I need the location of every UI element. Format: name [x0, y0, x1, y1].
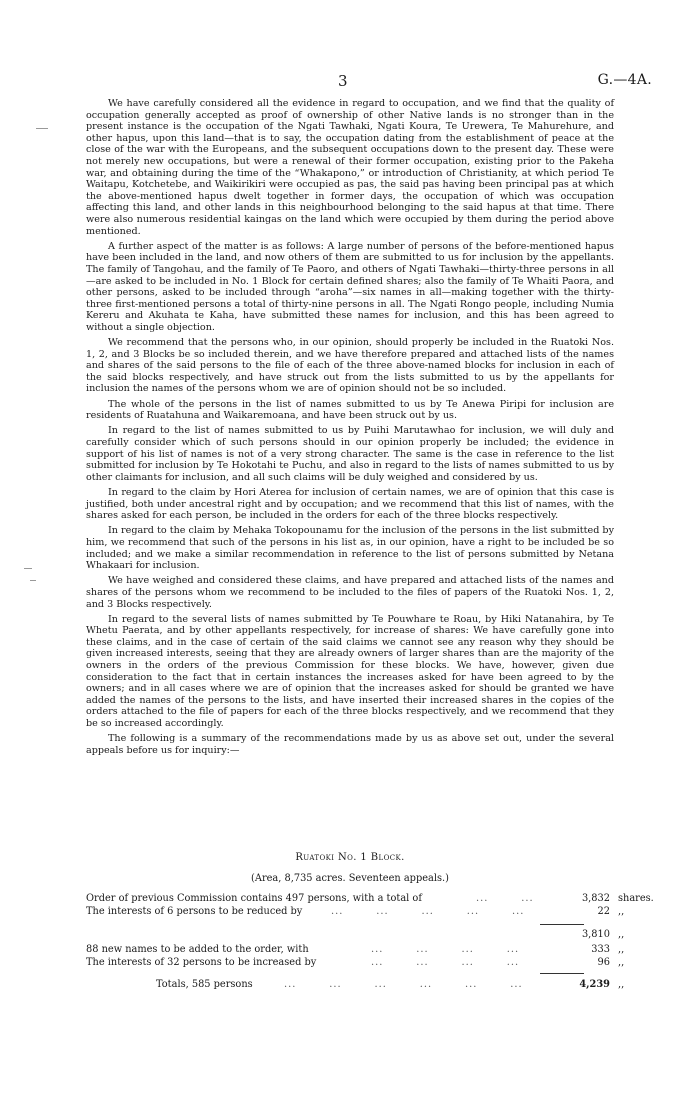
- row-label: Order of previous Commission contains 497 persons, with a total of: [86, 893, 422, 904]
- margin-mark: [30, 580, 36, 581]
- row-unit: ,,: [618, 906, 625, 917]
- row-unit: ,,: [618, 979, 625, 990]
- margin-mark: [24, 568, 32, 569]
- summary-row: [86, 944, 646, 958]
- row-label: 88 new names to be added to the order, with: [86, 944, 309, 955]
- leader-dots: ... ... ... ...: [371, 944, 520, 955]
- summary-row: [86, 957, 646, 971]
- row-value: 3,832: [581, 893, 610, 904]
- leader-dots: ... ... ... ... ... ...: [284, 979, 523, 990]
- paragraph: We have carefully considered all the evidence in regard to occupation, and we find that the quality of occupation generally accepted as proof of ownership of other Native lands is no stronger than in the present instance is the occupation of the Ngati Tawhaki, Ngati Koura, Te Urewera, Te Mahurehure, and other hapus, upon this land—that is to say, the occupation dating from the establishment of peace at the close of the war with the Europeans, and the subsequent occupations down to the present day. These were not merely new occupations, but were a renewal of their former occupation, existing prior to the Pakeha war, and obtaining during the time of the “Whakapono,” or introduction of Christianity, at which period Te Waitapu, Kotchetebe, and Waikirikiri were occupied as pas, the said pas having been principal pas at which the above-mentioned hapus dwelt together in former days, the occupation of which was occupation affecting this land, and other lands in this neighbourhood belonging to the said hapus at that time. There were also numerous residential kaingas on the land which were occupied by them during the period above mentioned.: [86, 98, 614, 237]
- leader-dots: ... ... ... ...: [371, 957, 520, 968]
- row-value: 4,239: [579, 979, 610, 990]
- paragraph: A further aspect of the matter is as follows: A large number of persons of the before-mentioned hapus have been included in the land, and now others of them are submitted to us for inclusion by the appellants. The family of Tangohau, and the family of Te Paoro, and others of Ngati Tawhaki—thirty-three persons in all—are asked to be included in No. 1 Block for certain defined shares; also the family of Te Whaiti Paora, and other persons, asked to be included through “aroha”—six names in all—making together with the thirty-three first-mentioned persons a total of thirty-nine persons in all. The Ngati Rongo people, including Numia Kereru and Akuhata te Kaha, have submitted these names for inclusion, and this has been agreed to without a single objection.: [86, 240, 614, 333]
- paragraph: The whole of the persons in the list of names submitted to us by Te Anewa Piripi for inclusion are residents of Ruatahuna and Waikaremoana, and have been struck out by us.: [86, 398, 614, 422]
- body-text: [86, 98, 614, 760]
- sum-rule: [540, 973, 584, 974]
- summary-row: [86, 893, 654, 907]
- paragraph: In regard to the claim by Mehaka Tokopounamu for the inclusion of the persons in the list submitted by him, we recommend that such of the persons in his list as, in our opinion, have a right to be included be so included; and we make a similar recommendation in reference to the list of persons submitted by Netana Whakaari for inclusion.: [86, 525, 614, 572]
- row-value: 96: [597, 957, 610, 968]
- summary-row: [86, 906, 646, 920]
- row-value: 3,810: [581, 929, 610, 940]
- row-label: The interests of 6 persons to be reduced by: [86, 906, 303, 917]
- row-unit: shares.: [618, 893, 654, 904]
- section-title: Ruatoki No. 1 Block.: [295, 852, 405, 863]
- summary-row-total: [86, 979, 646, 993]
- paragraph: We recommend that the persons who, in our opinion, should properly be included in the Ruatoki Nos. 1, 2, and 3 Blocks be so included therein, and we have therefore prepared and attached lists of the names and shares of the said persons to the file of each of the three above-named blocks for inclusion in each of the said blocks respectively, and have struck out from the lists submitted to us by the appellants for inclusion the names of the persons whom we are of opinion should not be so included.: [86, 337, 614, 395]
- paragraph: The following is a summary of the recommendations made by us as above set out, under the several appeals before us for inquiry:—: [86, 733, 614, 756]
- paragraph: We have weighed and considered these claims, and have prepared and attached lists of the names and shares of the persons whom we recommend to be included to the files of papers of the Ruatoki Nos. 1, 2, and 3 Blocks respectively.: [86, 575, 614, 610]
- row-value: 333: [591, 944, 610, 955]
- section-subtitle: (Area, 8,735 acres. Seventeen appeals.): [251, 873, 449, 884]
- paragraph: In regard to the list of names submitted to us by Puihi Marutawhao for inclusion, we will duly and carefully consider which of such persons should in our opinion properly be included; the evidence in support of his list of names is not of a very strong character. The same is the case in reference to the list submitted for inclusion by Te Hokotahi te Puchu, and also in regard to the lists of names submitted to us by other claimants for inclusion, and all such claims will be duly weighed and considered by us.: [86, 425, 614, 483]
- row-unit: ,,: [618, 944, 625, 955]
- row-label: The interests of 32 persons to be increased by: [86, 957, 317, 968]
- page-number: 3: [338, 72, 348, 90]
- document-reference: G.—4A.: [597, 72, 652, 88]
- margin-mark: [36, 128, 48, 129]
- row-unit: ,,: [618, 957, 625, 968]
- paragraph: In regard to the claim by Hori Aterea for inclusion of certain names, we are of opinion that this case is justified, both under ancestral right and by occupation; and we recommend that this list of names, with the shares asked for each person, be included in the orders for each of the three blocks respectively.: [86, 486, 614, 522]
- paragraph: In regard to the several lists of names submitted by Te Pouwhare te Roau, by Hiki Natanahira, by Te Whetu Paerata, and by other appellants respectively, for increase of shares: We have carefully gone into these claims, and in the case of certain of the said claims we cannot see any reason why they should be given increased interests, seeing that they are already owners of larger shares than are the majority of the owners in the orders of the previous Commission for these blocks. We have, however, given due consideration to the fact that in certain instances the increases asked for have been agreed to by the owners; and in all cases where we are of opinion that the increases asked for should be granted we have added the names of the persons to the lists, and have inserted their increased shares in the copies of the orders attached to the file of papers for each of the three blocks respectively, and we recommend that they be so increased accordingly.: [86, 613, 614, 730]
- row-label: Totals, 585 persons: [156, 979, 253, 990]
- row-unit: ,,: [618, 929, 625, 940]
- leader-dots: ... ... ... ... ...: [331, 906, 525, 917]
- row-value: 22: [597, 906, 610, 917]
- page-header: [0, 72, 700, 92]
- leader-dots: ... ...: [476, 893, 534, 904]
- summary-row: [86, 929, 646, 943]
- sum-rule: [540, 924, 584, 925]
